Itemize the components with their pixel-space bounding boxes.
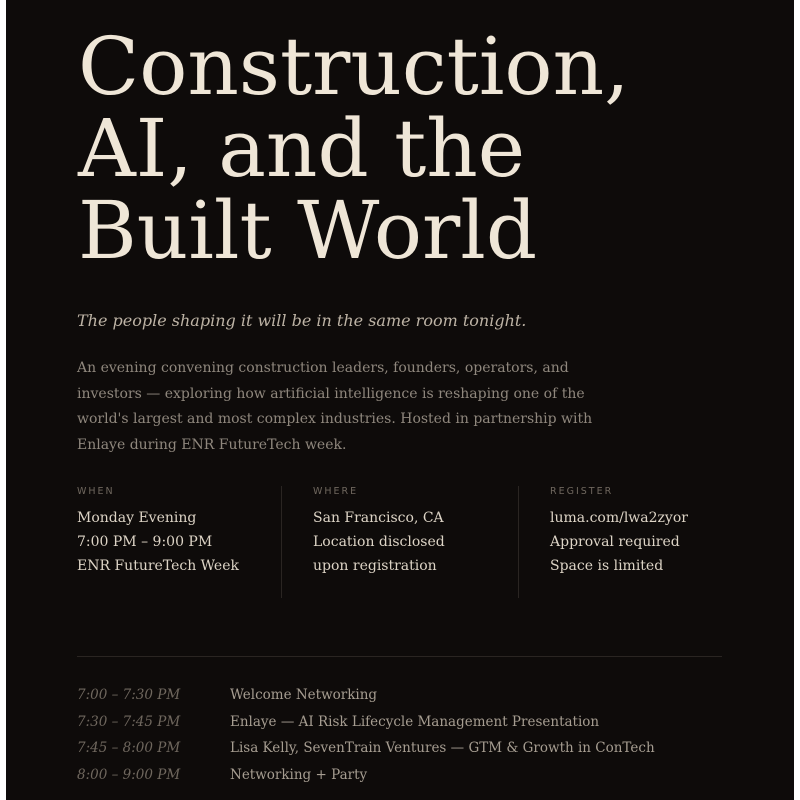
where-label: WHERE [313,486,359,497]
event-info [77,486,794,598]
title-line: Built World [78,184,538,277]
schedule-time: 7:30 – 7:45 PM [77,713,181,730]
event-description [77,356,637,458]
when-time: 7:00 PM – 9:00 PM [77,534,213,550]
when-day: Monday Evening [77,510,197,526]
schedule-row [77,714,777,741]
schedule-time: 7:00 – 7:30 PM [77,687,181,703]
where-column [313,486,445,598]
where-note-2: upon registration [313,558,437,574]
where-note: Location disclosed [313,534,445,550]
title-line: AI, and the [78,102,526,195]
register-label: REGISTER [550,486,614,497]
register-approval: Approval required [550,534,680,550]
where-city: San Francisco, CA [313,510,444,526]
page-subtitle: The people shaping it will be in the same room tonight. [77,311,527,330]
register-space: Space is limited [550,558,664,574]
page-title [78,20,630,277]
schedule-row [77,767,777,794]
register-column [550,486,688,598]
column-divider [281,486,282,598]
description-line: world's largest and most complex industries. Hosted in partnership with [77,411,593,427]
section-divider [77,656,722,657]
schedule-event: Networking + Party [230,766,368,783]
title-line: Construction, [78,20,630,113]
schedule-event: Lisa Kelly, SevenTrain Ventures — GTM & Growth in ConTech [230,740,655,757]
schedule-time: 7:45 – 8:00 PM [77,740,181,757]
when-event: ENR FutureTech Week [77,558,239,574]
schedule [77,687,777,793]
when-column [77,486,239,598]
description-line: investors — exploring how artificial intelligence is reshaping one of the [77,385,585,402]
when-label: WHEN [77,486,115,497]
register-link[interactable]: luma.com/lwa2zyor [550,510,688,526]
schedule-time: 8:00 – 9:00 PM [77,766,181,783]
schedule-row [77,740,777,767]
description-line: An evening convening construction leaders, founders, operators, and [77,360,569,376]
column-divider [518,486,519,598]
schedule-event: Enlaye — AI Risk Lifecycle Management Presentation [230,713,600,730]
event-page [6,0,794,800]
description-line: Enlaye during ENR FutureTech week. [77,436,347,453]
schedule-row [77,687,777,714]
schedule-event: Welcome Networking [230,687,378,703]
